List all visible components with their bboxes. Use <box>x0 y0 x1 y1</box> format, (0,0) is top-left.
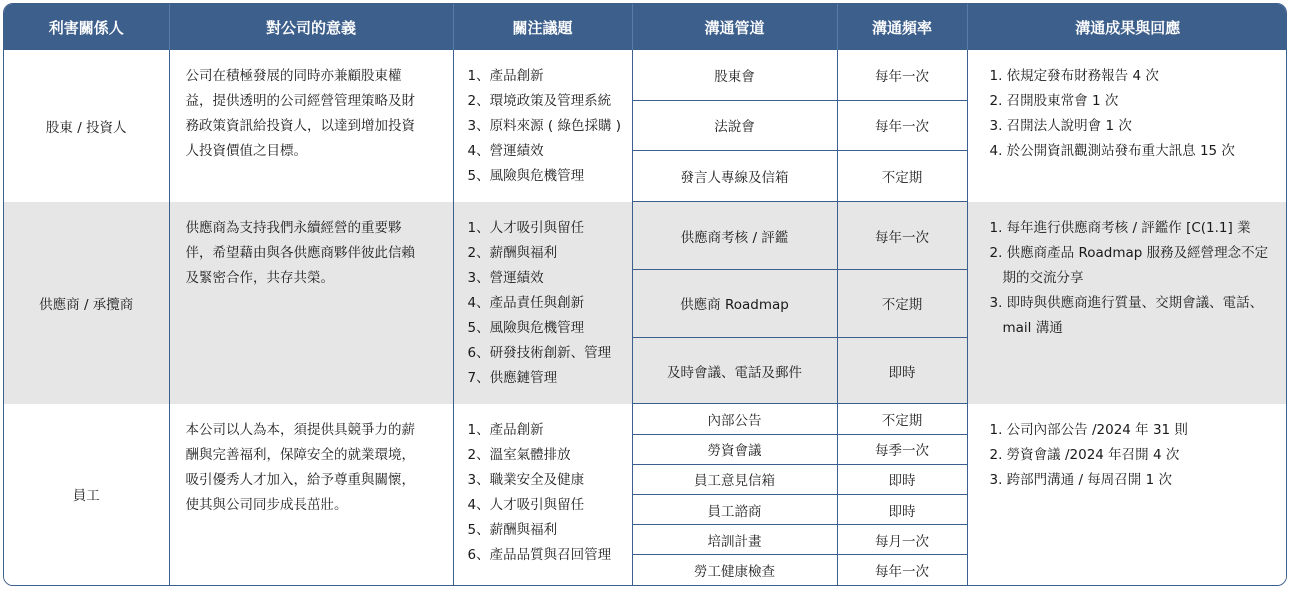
frequency-cell: 即時 <box>837 494 967 524</box>
channel-cell: 內部公告 <box>632 404 837 434</box>
significance-cell <box>169 50 453 202</box>
issues-cell <box>453 404 632 585</box>
significance-line: 伴，希望藉由與各供應商夥伴彼此信賴 <box>185 244 415 261</box>
issue-item: 4、產品責任與創新 <box>467 294 585 311</box>
channel-cell: 員工諮商 <box>632 494 837 524</box>
significance-cell <box>169 404 453 585</box>
result-item: 2. 供應商產品 Roadmap 服務及經營理念不定期的交流分享 <box>989 244 1269 286</box>
result-item: 3. 即時與供應商進行質量、交期會議、電話、mail 溝通 <box>989 294 1264 336</box>
issue-item: 7、供應鏈管理 <box>467 369 558 386</box>
stakeholder-cell <box>4 404 169 585</box>
frequency-cell: 每年一次 <box>837 50 967 100</box>
issue-item: 5、風險與危機管理 <box>467 319 585 336</box>
results-cell <box>967 50 1287 202</box>
channel-cell: 勞資會議 <box>632 434 837 464</box>
result-item: 3. 召開法人說明會 1 次 <box>989 118 1132 134</box>
table-row <box>4 50 1287 100</box>
issue-item: 6、產品品質與召回管理 <box>467 546 612 563</box>
channel-cell: 員工意見信箱 <box>632 464 837 494</box>
header-stakeholder: 利害關係人 <box>4 4 169 50</box>
stakeholder-label: 員工 <box>72 488 100 505</box>
issue-item: 5、風險與危機管理 <box>467 168 585 184</box>
issue-item: 1、產品創新 <box>467 68 544 84</box>
result-item: 3. 跨部門溝通 / 每周召開 1 次 <box>989 471 1172 488</box>
frequency-cell: 每季一次 <box>837 434 967 464</box>
header-issues: 關注議題 <box>453 4 632 50</box>
channel-cell: 股東會 <box>632 50 837 100</box>
stakeholder-communication-table <box>4 4 1287 585</box>
significance-line: 務政策資訊給投資人，以達到增加投資 <box>185 118 415 134</box>
significance-line: 使其與公司同步成長茁壯。 <box>185 496 348 513</box>
results-cell <box>967 202 1287 404</box>
issue-item: 4、人才吸引與留任 <box>467 496 585 513</box>
frequency-cell: 即時 <box>837 338 967 404</box>
result-item: 1. 公司內部公告 /2024 年 31 則 <box>989 421 1188 438</box>
channel-cell: 供應商考核 / 評鑑 <box>632 202 837 269</box>
significance-line: 本公司以人為本，須提供具競爭力的薪 <box>185 421 415 438</box>
channel-cell: 法說會 <box>632 100 837 150</box>
frequency-cell: 每年一次 <box>837 100 967 150</box>
issue-item: 1、人才吸引與留任 <box>467 219 585 236</box>
result-item: 2. 勞資會議 /2024 年召開 4 次 <box>989 446 1180 463</box>
significance-line: 公司在積極發展的同時亦兼顧股東權 <box>185 68 402 84</box>
header-frequency: 溝通頻率 <box>837 4 967 50</box>
significance-line: 及緊密合作，共存共榮。 <box>185 269 334 286</box>
result-item: 1. 依規定發布財務報告 4 次 <box>989 68 1159 84</box>
header-significance: 對公司的意義 <box>169 4 453 50</box>
channel-cell: 勞工健康檢查 <box>632 555 837 585</box>
issue-item: 3、原料來源 ( 綠色採購 ) <box>467 118 621 134</box>
result-item: 4. 於公開資訊觀測站發布重大訊息 15 次 <box>989 143 1235 159</box>
significance-line: 供應商為支持我們永續經營的重要夥 <box>185 219 402 236</box>
stakeholder-label: 供應商 / 承攬商 <box>39 296 134 313</box>
channel-cell: 及時會議、電話及郵件 <box>632 338 837 404</box>
issue-item: 3、職業安全及健康 <box>467 471 585 488</box>
issue-item: 2、溫室氣體排放 <box>467 446 571 463</box>
frequency-cell: 每年一次 <box>837 202 967 269</box>
issue-item: 2、環境政策及管理系統 <box>467 93 612 109</box>
header-channel: 溝通管道 <box>632 4 837 50</box>
issue-item: 5、薪酬與福利 <box>467 521 558 538</box>
frequency-cell: 每年一次 <box>837 555 967 585</box>
issues-cell <box>453 202 632 404</box>
significance-line: 吸引優秀人才加入，給予尊重與關懷， <box>185 471 415 488</box>
issues-cell <box>453 50 632 202</box>
stakeholder-table-frame <box>3 3 1287 586</box>
header-results: 溝通成果與回應 <box>967 4 1287 50</box>
stakeholder-cell <box>4 202 169 404</box>
table-row <box>4 404 1287 434</box>
stakeholder-label: 股東 / 投資人 <box>45 119 127 136</box>
results-cell <box>967 404 1287 585</box>
issue-item: 4、營運績效 <box>467 143 544 159</box>
significance-line: 益，提供透明的公司經營管理策略及財 <box>185 93 415 109</box>
significance-cell <box>169 202 453 404</box>
result-item: 1. 每年進行供應商考核 / 評鑑作 [C(1.1] 業 <box>989 219 1251 236</box>
frequency-cell: 不定期 <box>837 151 967 202</box>
channel-cell: 供應商 Roadmap <box>632 269 837 337</box>
issue-item: 2、薪酬與福利 <box>467 244 558 261</box>
channel-cell: 發言人專線及信箱 <box>632 151 837 202</box>
issue-item: 6、研發技術創新、管理 <box>467 344 612 361</box>
issue-item: 3、營運績效 <box>467 269 544 286</box>
frequency-cell: 即時 <box>837 464 967 494</box>
stakeholder-cell <box>4 50 169 202</box>
frequency-cell: 每月一次 <box>837 525 967 555</box>
table-row <box>4 202 1287 269</box>
channel-cell: 培訓計畫 <box>632 525 837 555</box>
table-header-row <box>4 4 1287 50</box>
significance-line: 人投資價值之目標。 <box>185 143 307 159</box>
significance-line: 酬與完善福利，保障安全的就業環境， <box>185 446 415 463</box>
frequency-cell: 不定期 <box>837 269 967 337</box>
frequency-cell: 不定期 <box>837 404 967 434</box>
result-item: 2. 召開股東常會 1 次 <box>989 93 1119 109</box>
issue-item: 1、產品創新 <box>467 421 544 438</box>
